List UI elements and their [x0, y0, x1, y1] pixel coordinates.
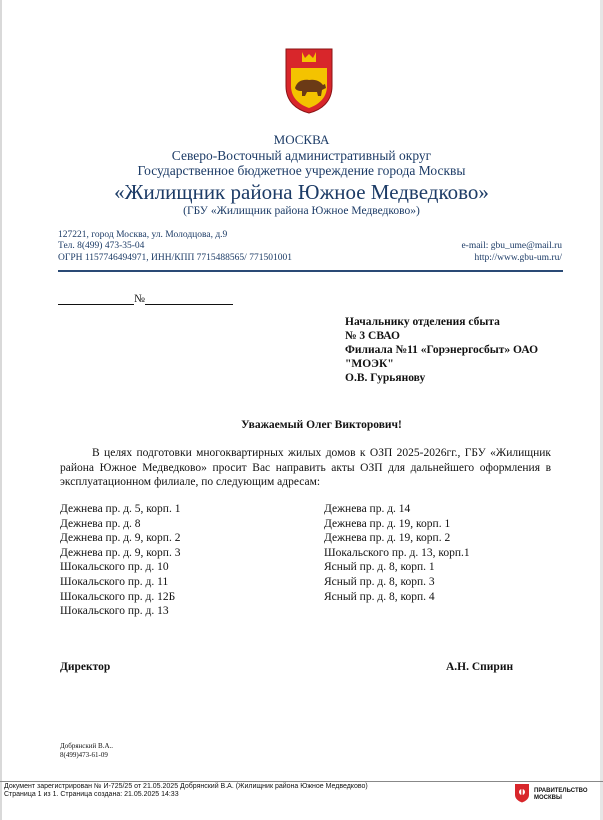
- header-short-name: (ГБУ «Жилищник района Южное Медведково»): [183, 205, 420, 217]
- left-page-edge: [0, 0, 2, 820]
- address-item: Шокальского пр. д. 11: [60, 575, 169, 588]
- address-item: Ясный пр. д. 8, корп. 1: [324, 561, 435, 574]
- body-paragraph: В целях подготовки многоквартирных жилых домов к ОЗП 2025-2026гг., ГБУ «Жилищник района Южное Медведково» просит Вас направить акты ОЗП для дальнейшего оформления в эксплуатационном филиале, по следующим адресам:: [60, 447, 551, 489]
- header-institution: Государственное бюджетное учреждение города Москвы: [137, 163, 466, 178]
- address-item: Шокальского пр. д. 12Б: [60, 590, 176, 603]
- header-separator: [58, 270, 563, 272]
- address-item: Дежнева пр. д. 9, корп. 3: [60, 546, 181, 559]
- date-blank: [58, 292, 134, 305]
- footer-registration: Документ зарегистрирован № И-725/25 от 21.05.2025 Добрянский В.А. (Жилищник района Южное Медведково): [4, 783, 368, 790]
- signature-name: А.Н. Спирин: [446, 661, 514, 673]
- signature-position: Директор: [60, 661, 111, 673]
- address-item: Шокальского пр. д. 10: [60, 561, 169, 574]
- address-item: Ясный пр. д. 8, корп. 3: [324, 575, 435, 588]
- executor-name: Добрянский В.А..: [60, 742, 114, 750]
- address-list-right: [324, 502, 470, 604]
- contact-ids: ОГРН 1157746494971, ИНН/КПП 7715488565/ 771501001: [58, 253, 292, 263]
- recipient-line-4: "МОЭК": [345, 358, 394, 370]
- header-city: МОСКВА: [273, 132, 330, 147]
- header-organization-name: «Жилищник района Южное Медведково»: [114, 180, 489, 204]
- recipient-line-1: Начальнику отделения сбыта: [345, 316, 500, 328]
- recipient-line-2: № 3 СВАО: [345, 330, 400, 342]
- contact-email[interactable]: e-mail: gbu_ume@mail.ru: [461, 241, 562, 251]
- recipient-line-5: О.В. Гурьянову: [345, 372, 426, 384]
- gov-label-line-1: ПРАВИТЕЛЬСТВО: [534, 788, 588, 794]
- registration-number-field: [58, 292, 233, 305]
- number-sign: №: [134, 293, 145, 305]
- gov-label-line-2: МОСКВЫ: [534, 795, 562, 801]
- executor-phone: 8(499)473-61-09: [60, 751, 108, 759]
- footer-page-info: Страница 1 из 1. Страница создана: 21.05.2025 14:33: [4, 791, 179, 798]
- coat-of-arms-logo: [285, 48, 333, 114]
- address-item: Шокальского пр. д. 13, корп.1: [324, 546, 470, 559]
- recipient-line-3: Филиала №11 «Горэнергосбыт» ОАО: [345, 344, 539, 356]
- header-okrug: Северо-Восточный административный округ: [171, 148, 432, 163]
- address-item: Шокальского пр. д. 13: [60, 605, 169, 618]
- address-item: Дежнева пр. д. 5, корп. 1: [60, 503, 181, 515]
- contact-address: 127221, город Москва, ул. Молодцова, д.9: [58, 230, 228, 240]
- address-list-left: [60, 502, 180, 619]
- footer-separator: [0, 781, 603, 782]
- number-blank: [145, 292, 233, 305]
- address-item: Дежнева пр. д. 19, корп. 1: [324, 517, 451, 530]
- address-item: Дежнева пр. д. 8: [60, 517, 141, 530]
- address-item: Дежнева пр. д. 19, корп. 2: [324, 532, 451, 545]
- address-item: Дежнева пр. д. 14: [324, 503, 411, 515]
- contact-phone: Тел. 8(499) 473-35-04: [58, 241, 145, 251]
- contact-website[interactable]: http://www.gbu-um.ru/: [474, 253, 562, 263]
- address-item: Ясный пр. д. 8, корп. 4: [324, 590, 435, 603]
- moscow-government-logo-icon: [514, 783, 530, 803]
- greeting: Уважаемый Олег Викторович!: [241, 419, 402, 431]
- address-item: Дежнева пр. д. 9, корп. 2: [60, 532, 181, 545]
